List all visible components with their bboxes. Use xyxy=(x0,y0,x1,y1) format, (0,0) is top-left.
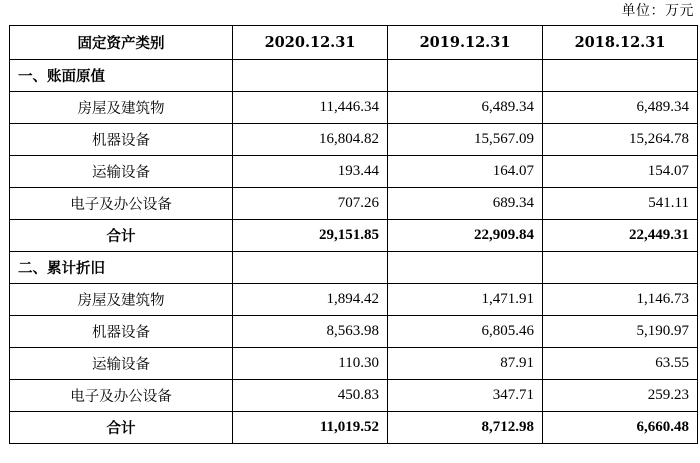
value-2020: 8,563.98 xyxy=(233,316,388,348)
table-row xyxy=(10,156,698,188)
table-row xyxy=(10,284,698,316)
value-2020: 16,804.82 xyxy=(233,124,388,156)
row-label: 运输设备 xyxy=(10,156,233,188)
value-2019: 347.71 xyxy=(388,380,543,412)
total-2019: 22,909.84 xyxy=(388,220,543,252)
total-label: 合计 xyxy=(10,220,233,252)
value-2020: 110.30 xyxy=(233,348,388,380)
table-row xyxy=(10,124,698,156)
total-2019: 8,712.98 xyxy=(388,412,543,444)
row-label: 运输设备 xyxy=(10,348,233,380)
empty-cell xyxy=(233,252,388,284)
total-2020: 29,151.85 xyxy=(233,220,388,252)
row-label: 机器设备 xyxy=(10,316,233,348)
section-row-accumulated-depreciation xyxy=(10,252,698,284)
value-2019: 87.91 xyxy=(388,348,543,380)
value-2018: 5,190.97 xyxy=(543,316,698,348)
column-header-2018: 2018.12.31 xyxy=(543,26,698,60)
unit-note: 单位：万元 xyxy=(621,3,694,19)
value-2019: 6,489.34 xyxy=(388,92,543,124)
value-2018: 541.11 xyxy=(543,188,698,220)
value-2019: 6,805.46 xyxy=(388,316,543,348)
total-2018: 22,449.31 xyxy=(543,220,698,252)
column-header-category: 固定资产类别 xyxy=(10,26,233,60)
empty-cell xyxy=(388,252,543,284)
table-row xyxy=(10,92,698,124)
value-2020: 707.26 xyxy=(233,188,388,220)
section-row-original-value xyxy=(10,60,698,92)
fixed-assets-table xyxy=(9,25,698,444)
value-2018: 6,489.34 xyxy=(543,92,698,124)
column-header-2019: 2019.12.31 xyxy=(388,26,543,60)
table-header-row xyxy=(10,26,698,60)
empty-cell xyxy=(233,60,388,92)
value-2020: 1,894.42 xyxy=(233,284,388,316)
empty-cell xyxy=(543,252,698,284)
value-2019: 164.07 xyxy=(388,156,543,188)
row-label: 电子及办公设备 xyxy=(10,380,233,412)
total-row xyxy=(10,220,698,252)
row-label: 机器设备 xyxy=(10,124,233,156)
total-2020: 11,019.52 xyxy=(233,412,388,444)
value-2020: 450.83 xyxy=(233,380,388,412)
empty-cell xyxy=(543,60,698,92)
table-row xyxy=(10,380,698,412)
row-label: 电子及办公设备 xyxy=(10,188,233,220)
total-2018: 6,660.48 xyxy=(543,412,698,444)
section-title: 一、账面原值 xyxy=(10,60,233,92)
value-2018: 15,264.78 xyxy=(543,124,698,156)
value-2020: 11,446.34 xyxy=(233,92,388,124)
value-2019: 15,567.09 xyxy=(388,124,543,156)
value-2018: 1,146.73 xyxy=(543,284,698,316)
total-row xyxy=(10,412,698,444)
column-header-2020: 2020.12.31 xyxy=(233,26,388,60)
row-label: 房屋及建筑物 xyxy=(10,92,233,124)
section-title: 二、累计折旧 xyxy=(10,252,233,284)
value-2020: 193.44 xyxy=(233,156,388,188)
total-label: 合计 xyxy=(10,412,233,444)
value-2018: 63.55 xyxy=(543,348,698,380)
value-2019: 689.34 xyxy=(388,188,543,220)
table-row xyxy=(10,316,698,348)
value-2019: 1,471.91 xyxy=(388,284,543,316)
table-row xyxy=(10,188,698,220)
value-2018: 259.23 xyxy=(543,380,698,412)
value-2018: 154.07 xyxy=(543,156,698,188)
table-row xyxy=(10,348,698,380)
empty-cell xyxy=(388,60,543,92)
row-label: 房屋及建筑物 xyxy=(10,284,233,316)
